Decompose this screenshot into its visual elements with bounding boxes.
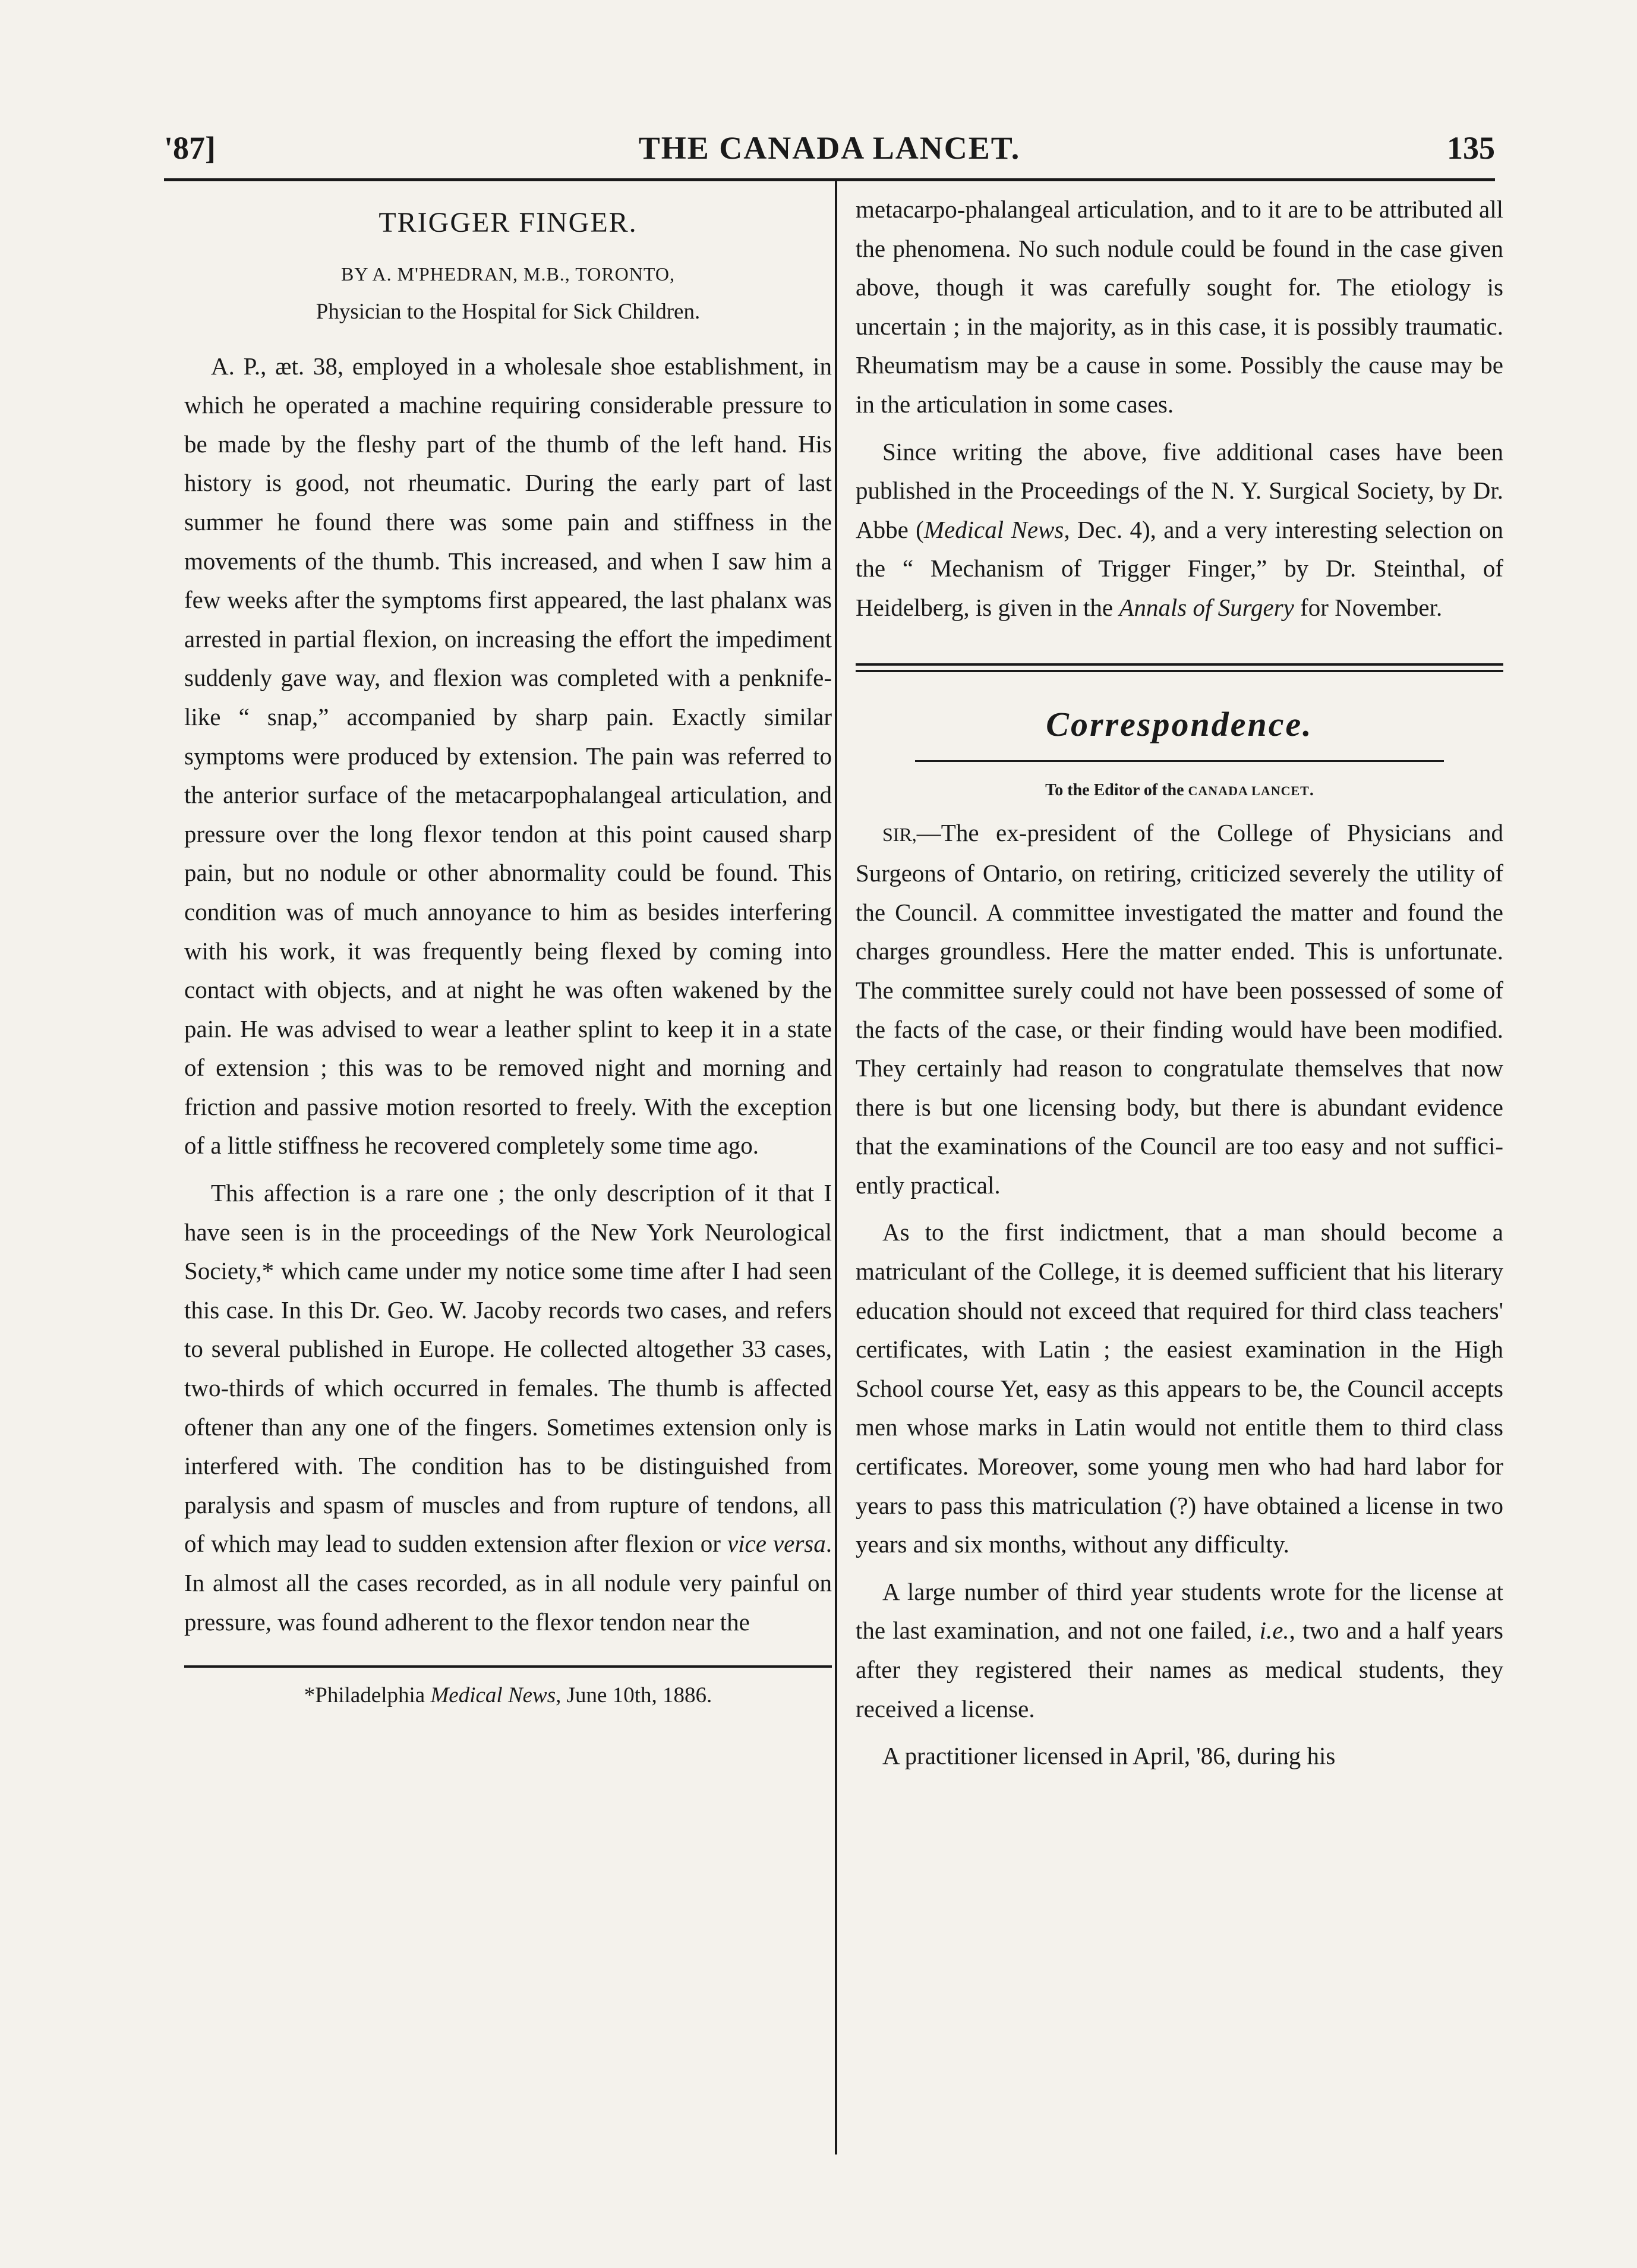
left-column [184,190,832,1711]
postscript-italic: Medical News, [923,515,1070,543]
article-italic-run: vice versa [727,1530,826,1558]
postscript-italic: Annals of Surgery [1119,593,1294,621]
letter-salutation: SIR, [882,823,917,845]
footnote-italic: Medical News [430,1683,556,1708]
section-double-rule [856,663,1503,672]
letter-text: , two and a half years after they registered their names as medical students, they received a license. [856,1617,1503,1722]
footnote [184,1681,832,1711]
right-column [856,190,1503,1776]
addressee-text: . [1309,780,1314,799]
running-header [164,130,1495,183]
article-text-run: This affection is a rare one ; the only description of it that I have seen is in the proceedings of the New York Neurological Society,* which came under my notice some time after I had seen this case. In this Dr. Geo. W. Jacoby records two cases, and refers to several published in Europe. He collected altogether 33 cases, two-thirds of which occurred in females. The thumb is affected oftener than any one of the fingers. Sometimes extension only is interfered with. The condition has to be distinguished from paralysis and spasm of muscles and from rupture of tendons, all of which may lead to sudden extension after flexion or [184,1179,832,1558]
article-affiliation: Physician to the Hospital for Sick Children. [316,299,701,324]
letter-paragraph: A practitioner licensed in April, '86, during his [882,1742,1336,1770]
header-rule [164,178,1495,181]
letter-addressee [856,777,1503,804]
header-page-number: 135 [1447,130,1495,166]
section-heading-correspondence: Correspondence. [1046,704,1313,744]
article-postscript [856,433,1503,628]
article-paragraph [184,1174,832,1642]
letter-paragraph [856,814,1503,1205]
letter-paragraph [856,1573,1503,1728]
article-paragraph: A. P., æt. 38, employed in a wholesale shoe establishment, in which he operated a machine requiring considerable pressure to be made by the fleshy part of the thumb of the left hand. His history is good, not rheumatic. During the early part of last summer he found there was some pain and stiffness in the movements of the thumb. This increased, and when I saw him a few weeks after the symptoms first appeared, the last phalanx was arrested in partial flexion, on increasing the effort the impediment suddenly gave way, and flexion was completed with a penknife-like “ snap,” accompanied by sharp pain. Exactly similar symptoms were produced by extension. The pain was referred to the anterior surface of the metacarpophalangeal articulation, and pressure over the long flexor tendon at this point caused sharp pain, but no nodule or other abnormality could be found. This condition was of much annoyance to him as besides interfering with his work, it was frequently being flexed by coming into contact with objects, and at night he was often wakened by the pain. He was advised to wear a leather splint to keep it in a state of extension ; this was to be removed night and morning and friction and passive motion resorted to freely. With the exception of a little stiffness he recovered completely some time ago. [184,352,832,1160]
postscript-text: Since writing the above, five additional cases have been published in the Proceedings of the N. Y. Surgical Society, by Dr. Abbe ( [856,437,1503,543]
postscript-text: for November. [1294,593,1443,621]
letter-text: A large number of third year students wrote for the license at the last examination, and not one failed, [856,1577,1503,1645]
footnote-text: , June 10th, 1886. [556,1683,712,1708]
addressee-journal: CANADA LANCET [1188,783,1310,798]
article-title: TRIGGER FINGER. [379,207,638,238]
addressee-text: To the Editor of the [1045,780,1188,799]
article-continuation: metacarpo-phalangeal articulation, and to it are to be attributed all the phenomena. No such nodule could be found in the case given above, though it was carefully sought for. The etiology is uncertain ; in the majority, as in this case, it is possibly traumatic. Rheumatism may be a cause in some. Possibly the cause may be in the articulation in some cases. [856,196,1503,418]
footnote-rule [184,1665,832,1668]
column-rule [835,181,837,2154]
letter-italic: i.e. [1259,1617,1289,1645]
letter-paragraph: As to the first indictment, that a man should become a matriculant of the College, it is deemed sufficient that his literary education should not exceed that required for third class teachers' certificates, with Latin ; the easiest examination in the High School course Yet, easy as this appears to be, the Council accepts men whose marks in Latin would not entitle them to third class certificates. Moreover, some young men who had hard labor for years to pass this matriculation (?) have obtained a license in two years and six months, without any difficulty. [856,1218,1503,1558]
header-journal-title: THE CANADA LANCET. [638,130,1021,166]
header-year: '87] [164,130,216,166]
section-rule [915,760,1444,762]
footnote-text: *Philadelphia [304,1683,431,1708]
article-byline: BY A. M'PHEDRAN, M.B., TORONTO, [341,263,675,285]
article-text-run: . In almost all the cases recorded, as in all nodule very painful on pressure, was found adherent to the flexor tendon near the [184,1530,832,1636]
postscript-text: Dec. 4), and a very interesting selection on the “ Mechanism of Trigger Finger,” by Dr. Steinthal, of Heidelberg, is given in the [856,515,1504,621]
letter-text: —The ex-president of the College of Physicians and Surgeons of Ontario, on retiring, criticized severely the utility of the Council. A committee investigated the matter and found the charges groundless. Here the matter ended. This is unfortunate. The committee surely could not have been possessed of some of the facts of the case, or their finding would have been modified. They certainly had reason to congratulate themselves that now there is but one licensing body, but there is abundant evidence that the examinations of the Council are too easy and not sufficiently practical. [856,818,1503,1199]
